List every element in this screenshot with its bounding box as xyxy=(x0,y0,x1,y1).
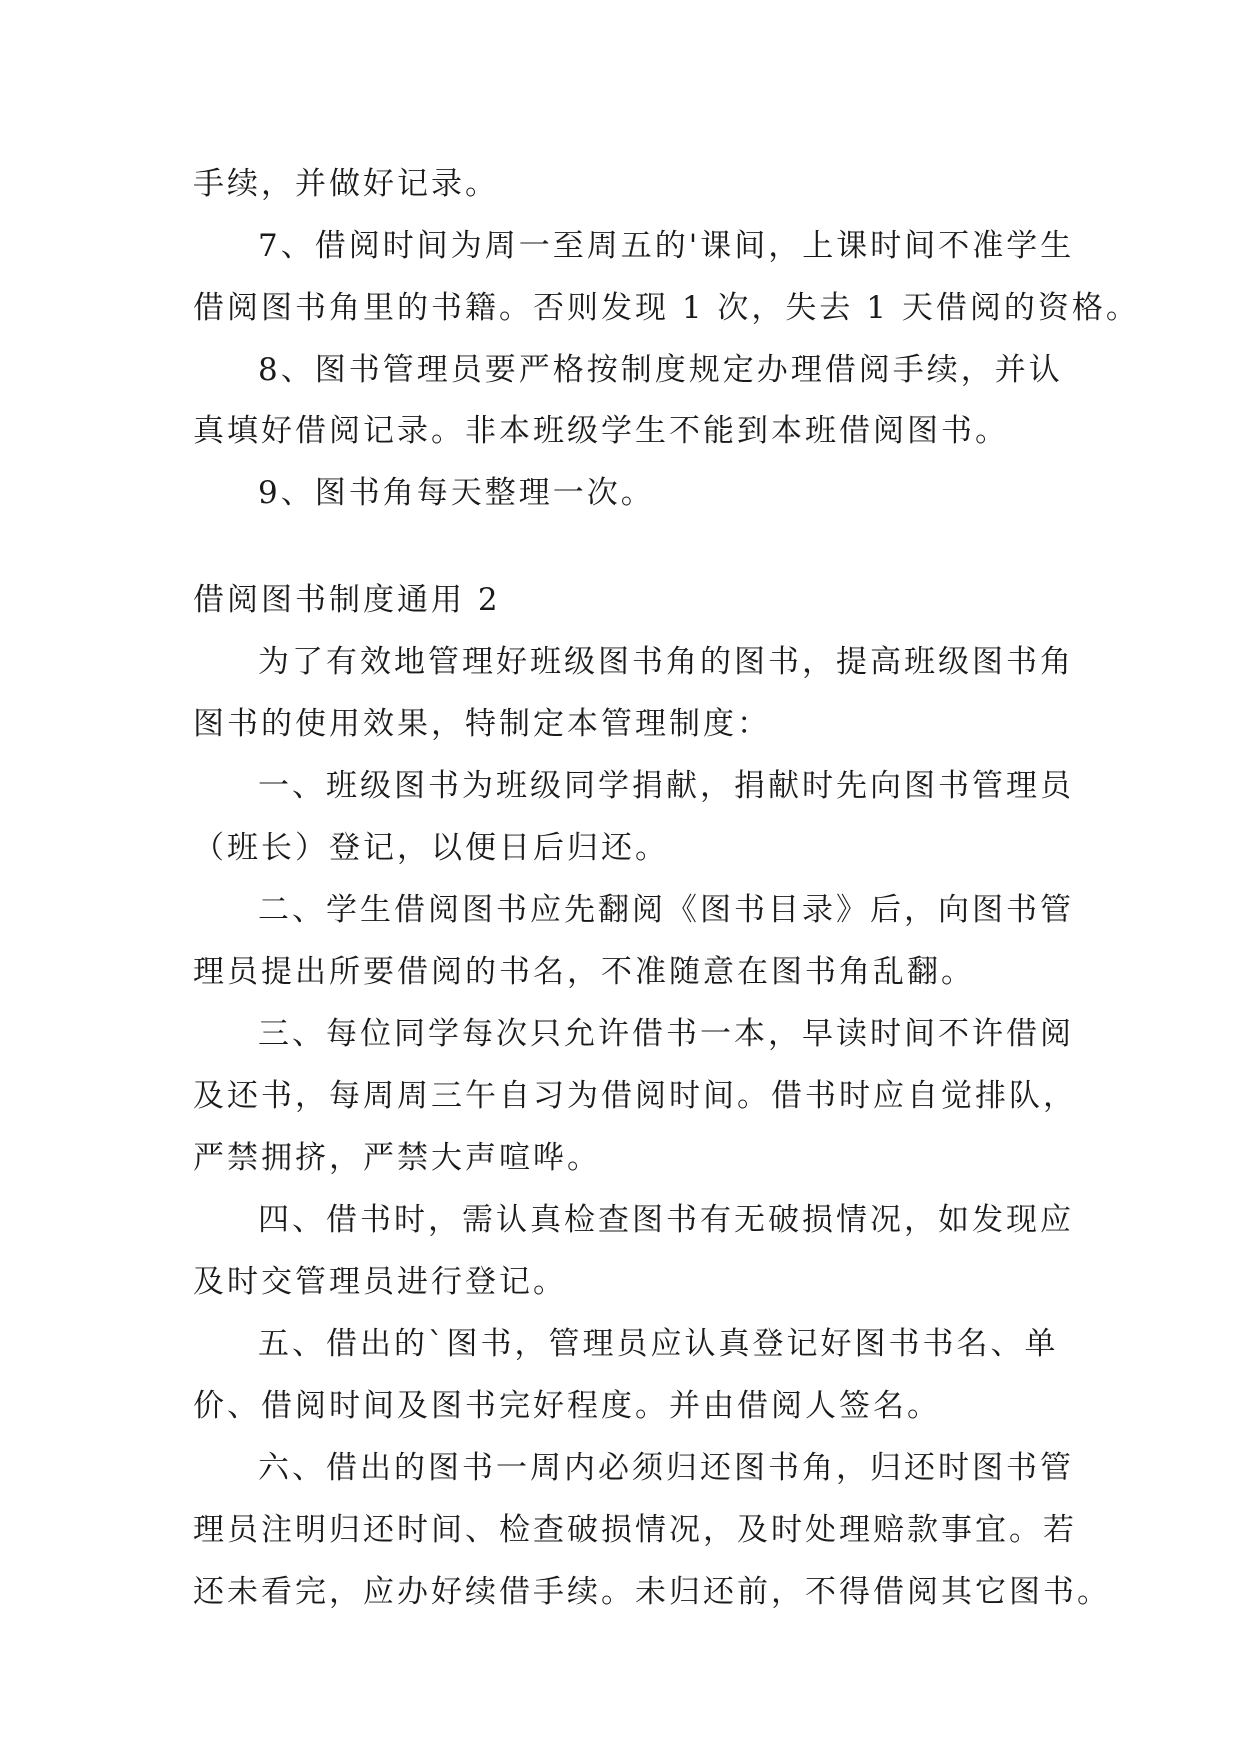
paragraph-line: 及还书，每周周三午自习为借阅时间。借书时应自觉排队， xyxy=(193,1078,1077,1114)
paragraph-line: （班长）登记，以便日后归还。 xyxy=(193,830,669,866)
paragraph-line: 严禁拥挤，严禁大声喧哗。 xyxy=(193,1140,601,1176)
paragraph-line: 二、学生借阅图书应先翻阅《图书目录》后，向图书管 xyxy=(258,892,1074,928)
paragraph-line: 五、借出的`图书，管理员应认真登记好图书书名、单 xyxy=(258,1326,1059,1362)
paragraph-line: 8、图书管理员要严格按制度规定办理借阅手续，并认 xyxy=(258,352,1063,388)
paragraph-line: 及时交管理员进行登记。 xyxy=(193,1264,567,1300)
paragraph-line: 借阅图书角里的书籍。否则发现 1 次，失去 1 天借阅的资格。 xyxy=(193,290,1140,326)
paragraph-line: 一、班级图书为班级同学捐献，捐献时先向图书管理员 xyxy=(258,768,1074,804)
paragraph-line: 三、每位同学每次只允许借书一本，早读时间不许借阅 xyxy=(258,1016,1074,1052)
paragraph-line: 理员注明归还时间、检查破损情况，及时处理赔款事宜。若 xyxy=(193,1512,1077,1548)
paragraph-line: 手续，并做好记录。 xyxy=(193,166,499,202)
paragraph-line: 真填好借阅记录。非本班级学生不能到本班借阅图书。 xyxy=(193,413,1009,449)
paragraph-line: 四、借书时，需认真检查图书有无破损情况，如发现应 xyxy=(258,1202,1074,1238)
paragraph-line: 为了有效地管理好班级图书角的图书，提高班级图书角 xyxy=(258,644,1074,680)
paragraph-line: 图书的使用效果，特制定本管理制度： xyxy=(193,706,771,742)
paragraph-line: 价、借阅时间及图书完好程度。并由借阅人签名。 xyxy=(193,1388,941,1424)
paragraph-line: 六、借出的图书一周内必须归还图书角，归还时图书管 xyxy=(258,1450,1074,1486)
paragraph-line: 理员提出所要借阅的书名，不准随意在图书角乱翻。 xyxy=(193,954,975,990)
paragraph-line: 9、图书角每天整理一次。 xyxy=(258,475,655,511)
paragraph-line: 7、借阅时间为周一至周五的'课间，上课时间不准学生 xyxy=(258,228,1075,264)
section-heading: 借阅图书制度通用 2 xyxy=(193,582,501,618)
paragraph-line: 还未看完，应办好续借手续。未归还前，不得借阅其它图书。 xyxy=(193,1574,1111,1610)
